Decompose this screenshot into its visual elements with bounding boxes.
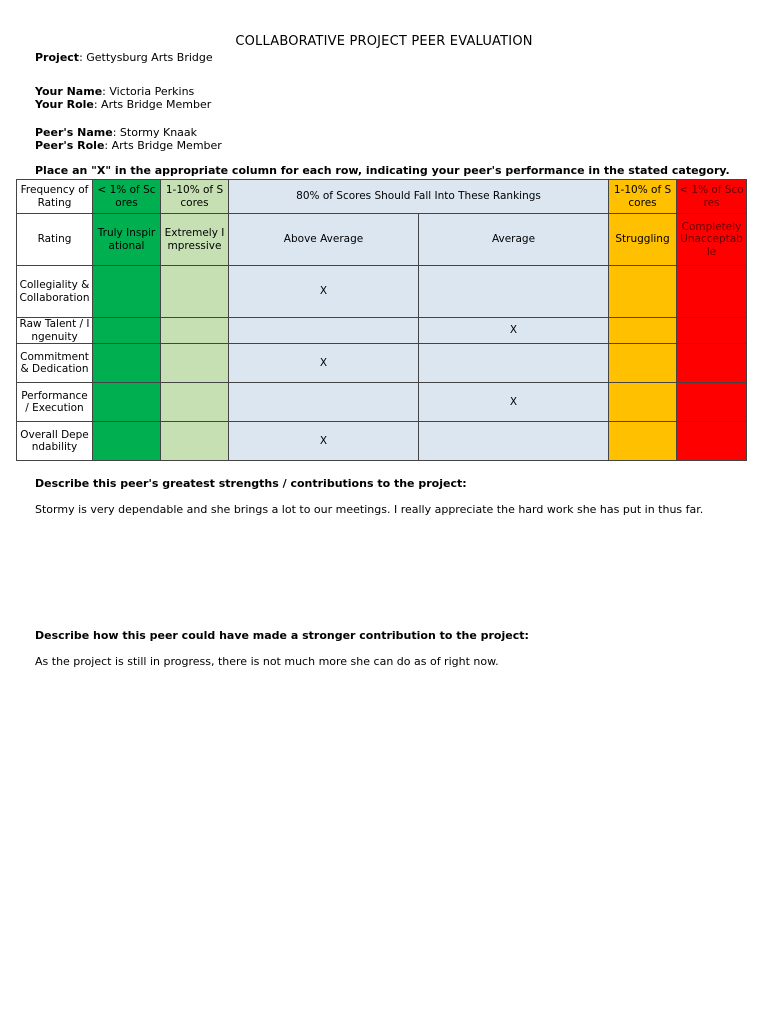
- your-role-label: Your Role: [35, 98, 94, 111]
- strengths-question: Describe this peer's greatest strengths / contributions to the project:: [35, 477, 467, 490]
- mark-cell[interactable]: X: [419, 318, 609, 344]
- rating-cell: Truly Inspirational: [93, 214, 161, 266]
- evaluation-rows: [17, 266, 747, 461]
- category-cell: Commitment & Dedication: [17, 344, 93, 383]
- improvements-question: Describe how this peer could have made a stronger contribution to the project:: [35, 629, 529, 642]
- mark-cell[interactable]: [93, 318, 161, 344]
- mark-cell[interactable]: [677, 318, 747, 344]
- frequency-row: [17, 180, 747, 214]
- frequency-cell: 80% of Scores Should Fall Into These Rankings: [229, 180, 609, 214]
- table-row: [17, 383, 747, 422]
- category-cell: Raw Talent / Ingenuity: [17, 318, 93, 344]
- peer-name-label: Peer's Name: [35, 126, 113, 139]
- mark-cell[interactable]: X: [229, 422, 419, 461]
- rating-header: Rating: [17, 214, 93, 266]
- mark-cell[interactable]: X: [229, 266, 419, 318]
- table-row: [17, 266, 747, 318]
- peer-name-field: [35, 126, 197, 139]
- category-cell: Collegiality & Collaboration: [17, 266, 93, 318]
- rating-cell: Extremely Impressive: [161, 214, 229, 266]
- strengths-answer: Stormy is very dependable and she brings a lot to our meetings. I really appreciate the hard work she has put in thus far.: [35, 503, 704, 516]
- peer-name-value: : Stormy Knaak: [112, 126, 198, 139]
- mark-cell[interactable]: [93, 422, 161, 461]
- your-role-value: : Arts Bridge Member: [93, 98, 212, 111]
- rating-row: [17, 214, 747, 266]
- frequency-cell: 1-10% of Scores: [161, 180, 229, 214]
- category-cell: Performance / Execution: [17, 383, 93, 422]
- table-row: [17, 344, 747, 383]
- rating-cell: Completely Unacceptable: [677, 214, 747, 266]
- mark-cell[interactable]: [93, 266, 161, 318]
- peer-role-field: [35, 139, 222, 152]
- mark-cell[interactable]: [609, 422, 677, 461]
- your-name-field: [35, 85, 194, 98]
- mark-cell[interactable]: [677, 266, 747, 318]
- mark-cell[interactable]: [161, 344, 229, 383]
- mark-cell[interactable]: [419, 422, 609, 461]
- mark-cell[interactable]: [677, 383, 747, 422]
- mark-cell[interactable]: [677, 422, 747, 461]
- mark-cell[interactable]: [161, 383, 229, 422]
- mark-cell[interactable]: [609, 318, 677, 344]
- rating-cell: Above Average: [229, 214, 419, 266]
- project-label: Project: [35, 51, 80, 64]
- rating-cell: Struggling: [609, 214, 677, 266]
- instructions: Place an "X" in the appropriate column for each row, indicating your peer's performance in the stated category.: [35, 164, 730, 177]
- mark-cell[interactable]: X: [229, 344, 419, 383]
- mark-cell[interactable]: [419, 344, 609, 383]
- mark-cell[interactable]: [93, 344, 161, 383]
- rating-cell: Average: [419, 214, 609, 266]
- peer-role-value: : Arts Bridge Member: [104, 139, 222, 152]
- mark-cell[interactable]: [419, 266, 609, 318]
- project-field: [35, 51, 213, 64]
- mark-cell[interactable]: [161, 422, 229, 461]
- your-role-field: [35, 98, 211, 111]
- improvements-answer: As the project is still in progress, there is not much more she can do as of right now.: [35, 655, 499, 668]
- frequency-cell: 1-10% of Scores: [609, 180, 677, 214]
- mark-cell[interactable]: [609, 344, 677, 383]
- mark-cell[interactable]: [677, 344, 747, 383]
- frequency-header: Frequency of Rating: [17, 180, 93, 214]
- frequency-cell: < 1% of Scores: [93, 180, 161, 214]
- your-name-value: : Victoria Perkins: [102, 85, 195, 98]
- table-row: [17, 422, 747, 461]
- mark-cell[interactable]: [161, 266, 229, 318]
- mark-cell[interactable]: [609, 266, 677, 318]
- table-row: [17, 318, 747, 344]
- mark-cell[interactable]: [161, 318, 229, 344]
- evaluation-table: [16, 179, 747, 461]
- mark-cell[interactable]: [229, 383, 419, 422]
- mark-cell[interactable]: X: [419, 383, 609, 422]
- frequency-cell: < 1% of Scores: [677, 180, 747, 214]
- mark-cell[interactable]: [93, 383, 161, 422]
- page-title: COLLABORATIVE PROJECT PEER EVALUATION: [235, 34, 533, 49]
- peer-role-label: Peer's Role: [35, 139, 105, 152]
- your-name-label: Your Name: [35, 85, 103, 98]
- project-value: : Gettysburg Arts Bridge: [79, 51, 213, 64]
- category-cell: Overall Dependability: [17, 422, 93, 461]
- mark-cell[interactable]: [609, 383, 677, 422]
- mark-cell[interactable]: [229, 318, 419, 344]
